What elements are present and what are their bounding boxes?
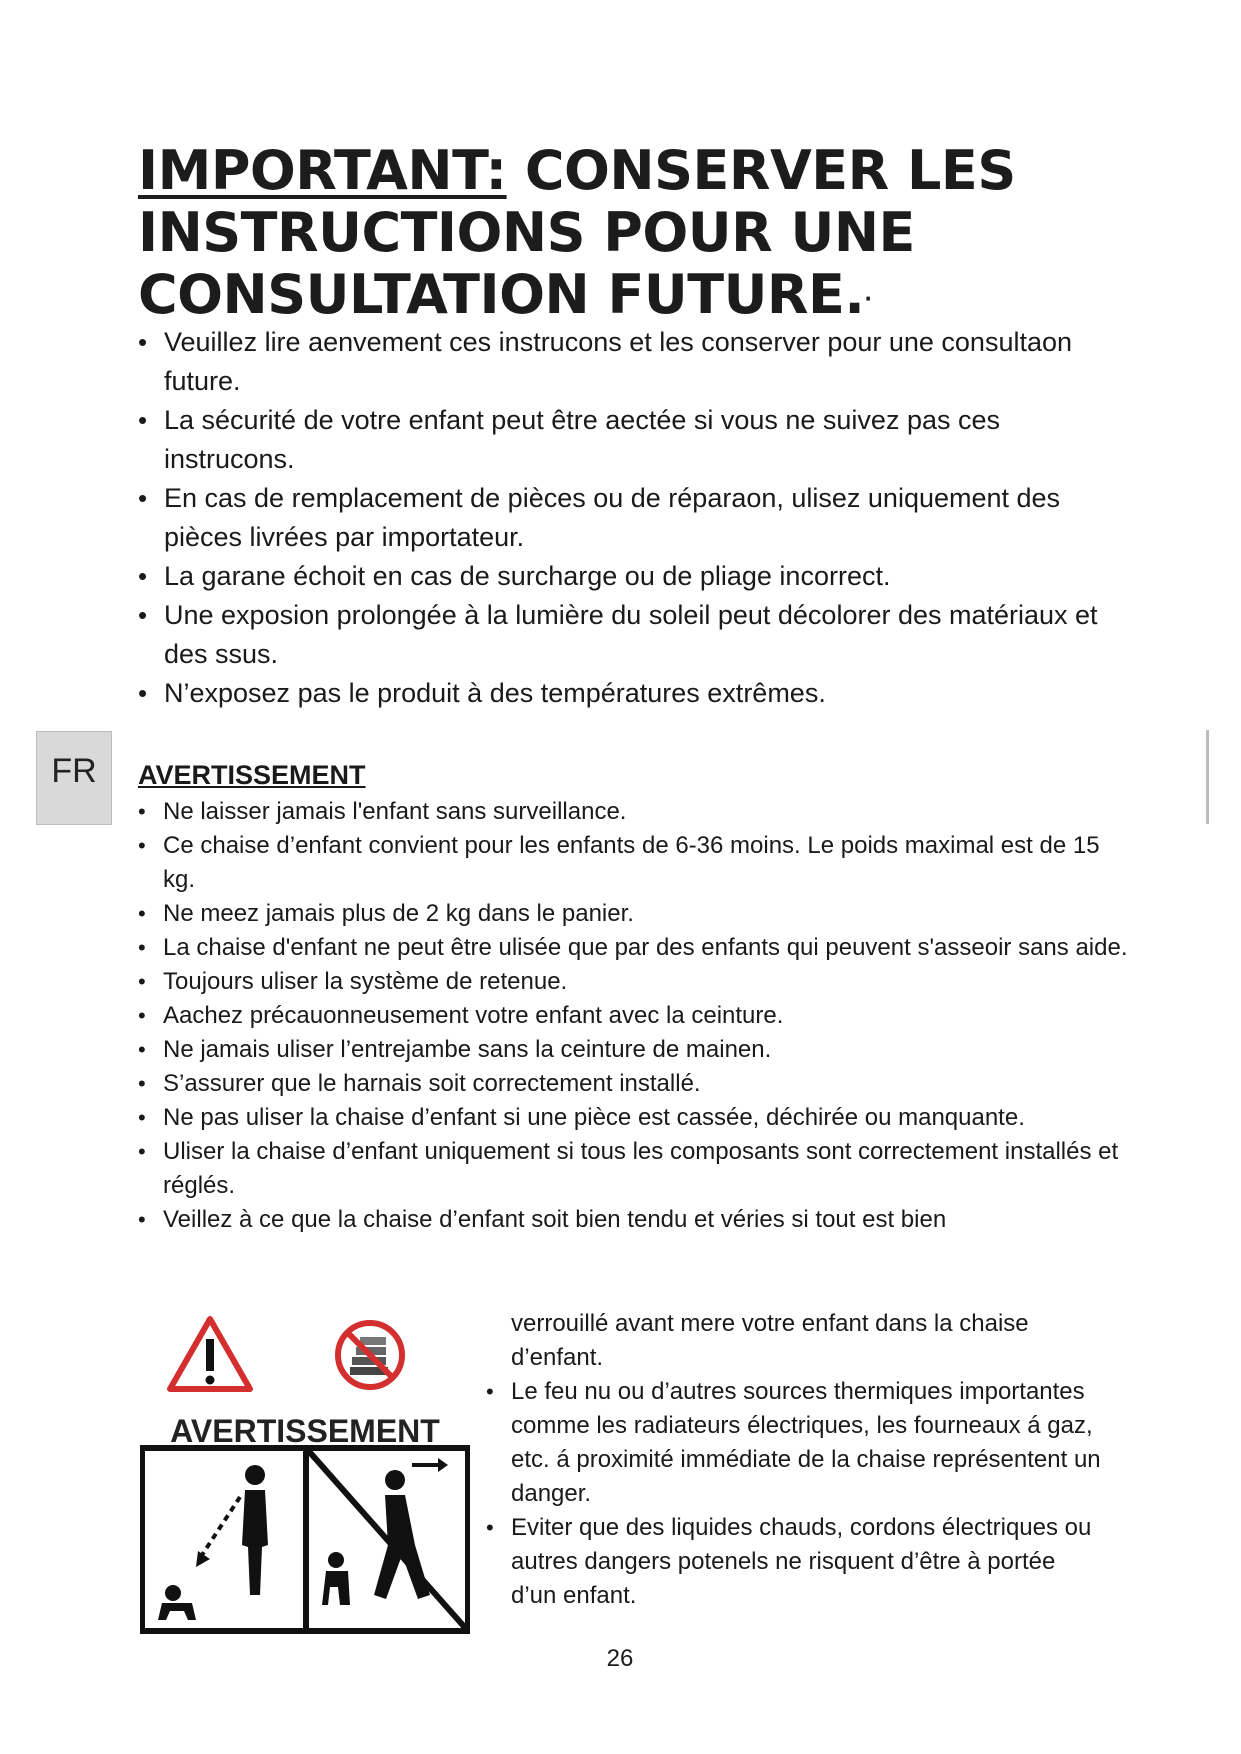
list-item: • Une exposion prolongée à la lumière du soleil peut décolorer des matériaux et des ssus.	[138, 596, 1098, 674]
list-item: • Toujours uliser la système de retenue.	[138, 965, 1138, 999]
list-item: • Uliser la chaise d’enfant uniquement si tous les composants sont correctement installés et réglés.	[138, 1135, 1138, 1203]
list-item-continuation: verrouillé avant mere votre enfant dans la chaise d’enfant.	[511, 1310, 1029, 1371]
no-climbing-icon	[338, 1323, 402, 1387]
margin-rule	[1206, 730, 1209, 824]
list-item: • Ne pas uliser la chaise d’enfant si une pièce est cassée, déchirée ou manquante.	[138, 1101, 1138, 1135]
list-item: • S’assurer que le harnais soit correctement installé.	[138, 1067, 1138, 1101]
list-item: • La sécurité de votre enfant peut être aectée si vous ne suivez pas ces instrucons.	[138, 401, 1098, 479]
graphic-warning-label: AVERTISSEMENT	[170, 1413, 440, 1449]
child-supervision-pictogram	[142, 1448, 306, 1631]
list-item: • La garane échoit en cas de surcharge ou de pliage incorrect.	[138, 557, 1098, 596]
page-title	[138, 140, 1138, 329]
list-item: • Le feu nu ou d’autres sources thermiques importantes comme les radiateurs électriques, les fourneaux á gaz, etc. á proximité immédiate de la chaise représentent un danger.	[486, 1375, 1106, 1511]
list-item: • Eviter que des liquides chauds, cordons électriques ou autres dangers potenels ne risquent d’être à portée d’un enfant.	[486, 1511, 1106, 1613]
general-instructions-list	[138, 323, 1098, 713]
list-item: • Ne laisser jamais l'enfant sans surveillance.	[138, 795, 1138, 829]
no-leaving-child-pictogram	[306, 1448, 468, 1631]
list-item: • Ce chaise d’enfant convient pour les enfants de 6-36 moins. Le poids maximal est de 15 kg.	[138, 829, 1138, 897]
title-important: IMPORTANT:	[138, 139, 507, 202]
warning-heading: AVERTISSEMENT	[138, 760, 366, 790]
language-tab: FR	[36, 731, 112, 825]
title-dot: ·	[864, 286, 872, 311]
warning-graphic	[140, 1315, 470, 1635]
list-item: • Ne meez jamais plus de 2 kg dans le panier.	[138, 897, 1138, 931]
warning-side-list	[486, 1307, 1106, 1613]
list-item: • La chaise d'enfant ne peut être ulisée que par des enfants qui peuvent s'asseoir sans aide.	[138, 931, 1138, 965]
title-text: CONSERVER LES INSTRUCTIONS POUR UNE CONSULTATION FUTURE.	[138, 139, 1016, 326]
list-item: • Veillez à ce que la chaise d’enfant soit bien tendu et véries si tout est bien	[138, 1203, 1138, 1237]
list-item: • En cas de remplacement de pièces ou de réparaon, ulisez uniquement des pièces livrées par importateur.	[138, 479, 1098, 557]
warning-list	[138, 795, 1138, 1237]
list-item: • N’exposez pas le produit à des températures extrêmes.	[138, 674, 1098, 713]
list-item: • Ne jamais uliser l’entrejambe sans la ceinture de mainen.	[138, 1033, 1138, 1067]
list-item: • Aachez précauonneusement votre enfant avec la ceinture.	[138, 999, 1138, 1033]
warning-triangle-icon	[170, 1319, 250, 1389]
page-number: 26	[606, 1645, 634, 1672]
list-item: • Veuillez lire aenvement ces instrucons et les conserver pour une consultaon future.	[138, 323, 1098, 401]
